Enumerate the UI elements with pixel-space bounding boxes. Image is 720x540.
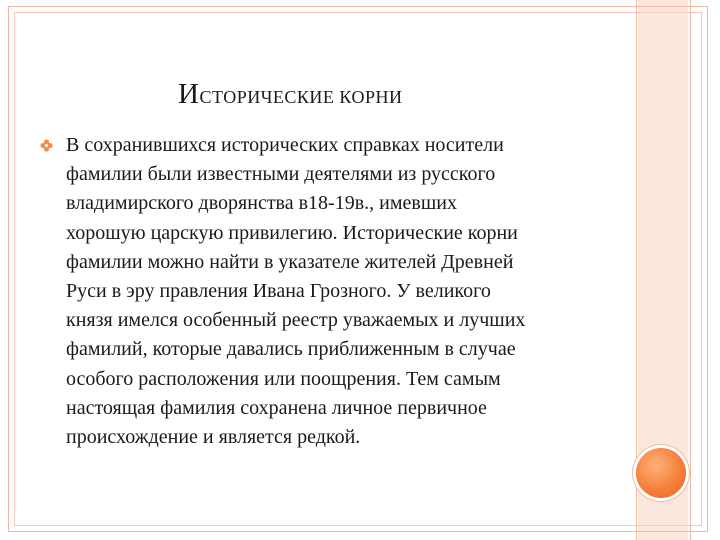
body-line: фамилии можно найти в указателе жителей Древней [66, 250, 514, 273]
title-rest: СТОРИЧЕСКИЕ КОРНИ [199, 87, 403, 107]
body-line: Руси в эру правления Ивана Грозного. У великого [66, 280, 491, 303]
flower-bullet-icon [40, 139, 53, 152]
slide-title [178, 78, 403, 111]
body-line: происхождение и является редкой. [66, 426, 361, 449]
body-line: В сохранившихся исторических справках носители [66, 134, 504, 156]
body-line: настоящая фамилия сохранена личное первичное [66, 396, 487, 419]
body-line: особого расположения или поощрения. Тем самым [66, 367, 501, 390]
title-first-letter: И [178, 78, 200, 110]
body-paragraph [66, 131, 628, 452]
body-line: фамилий, которые давались приближенным в случае [66, 338, 516, 361]
body-line: князя имелся особенный реестр уважаемых и лучших [66, 309, 526, 332]
body-line: фамилии были известными деятелями из русского [66, 163, 496, 186]
decorative-circle [636, 448, 686, 498]
body-line: хорошую царскую привилегию. Исторические корни [66, 221, 518, 244]
body-line: владимирского дворянства в18-19в., имевших [66, 192, 457, 215]
